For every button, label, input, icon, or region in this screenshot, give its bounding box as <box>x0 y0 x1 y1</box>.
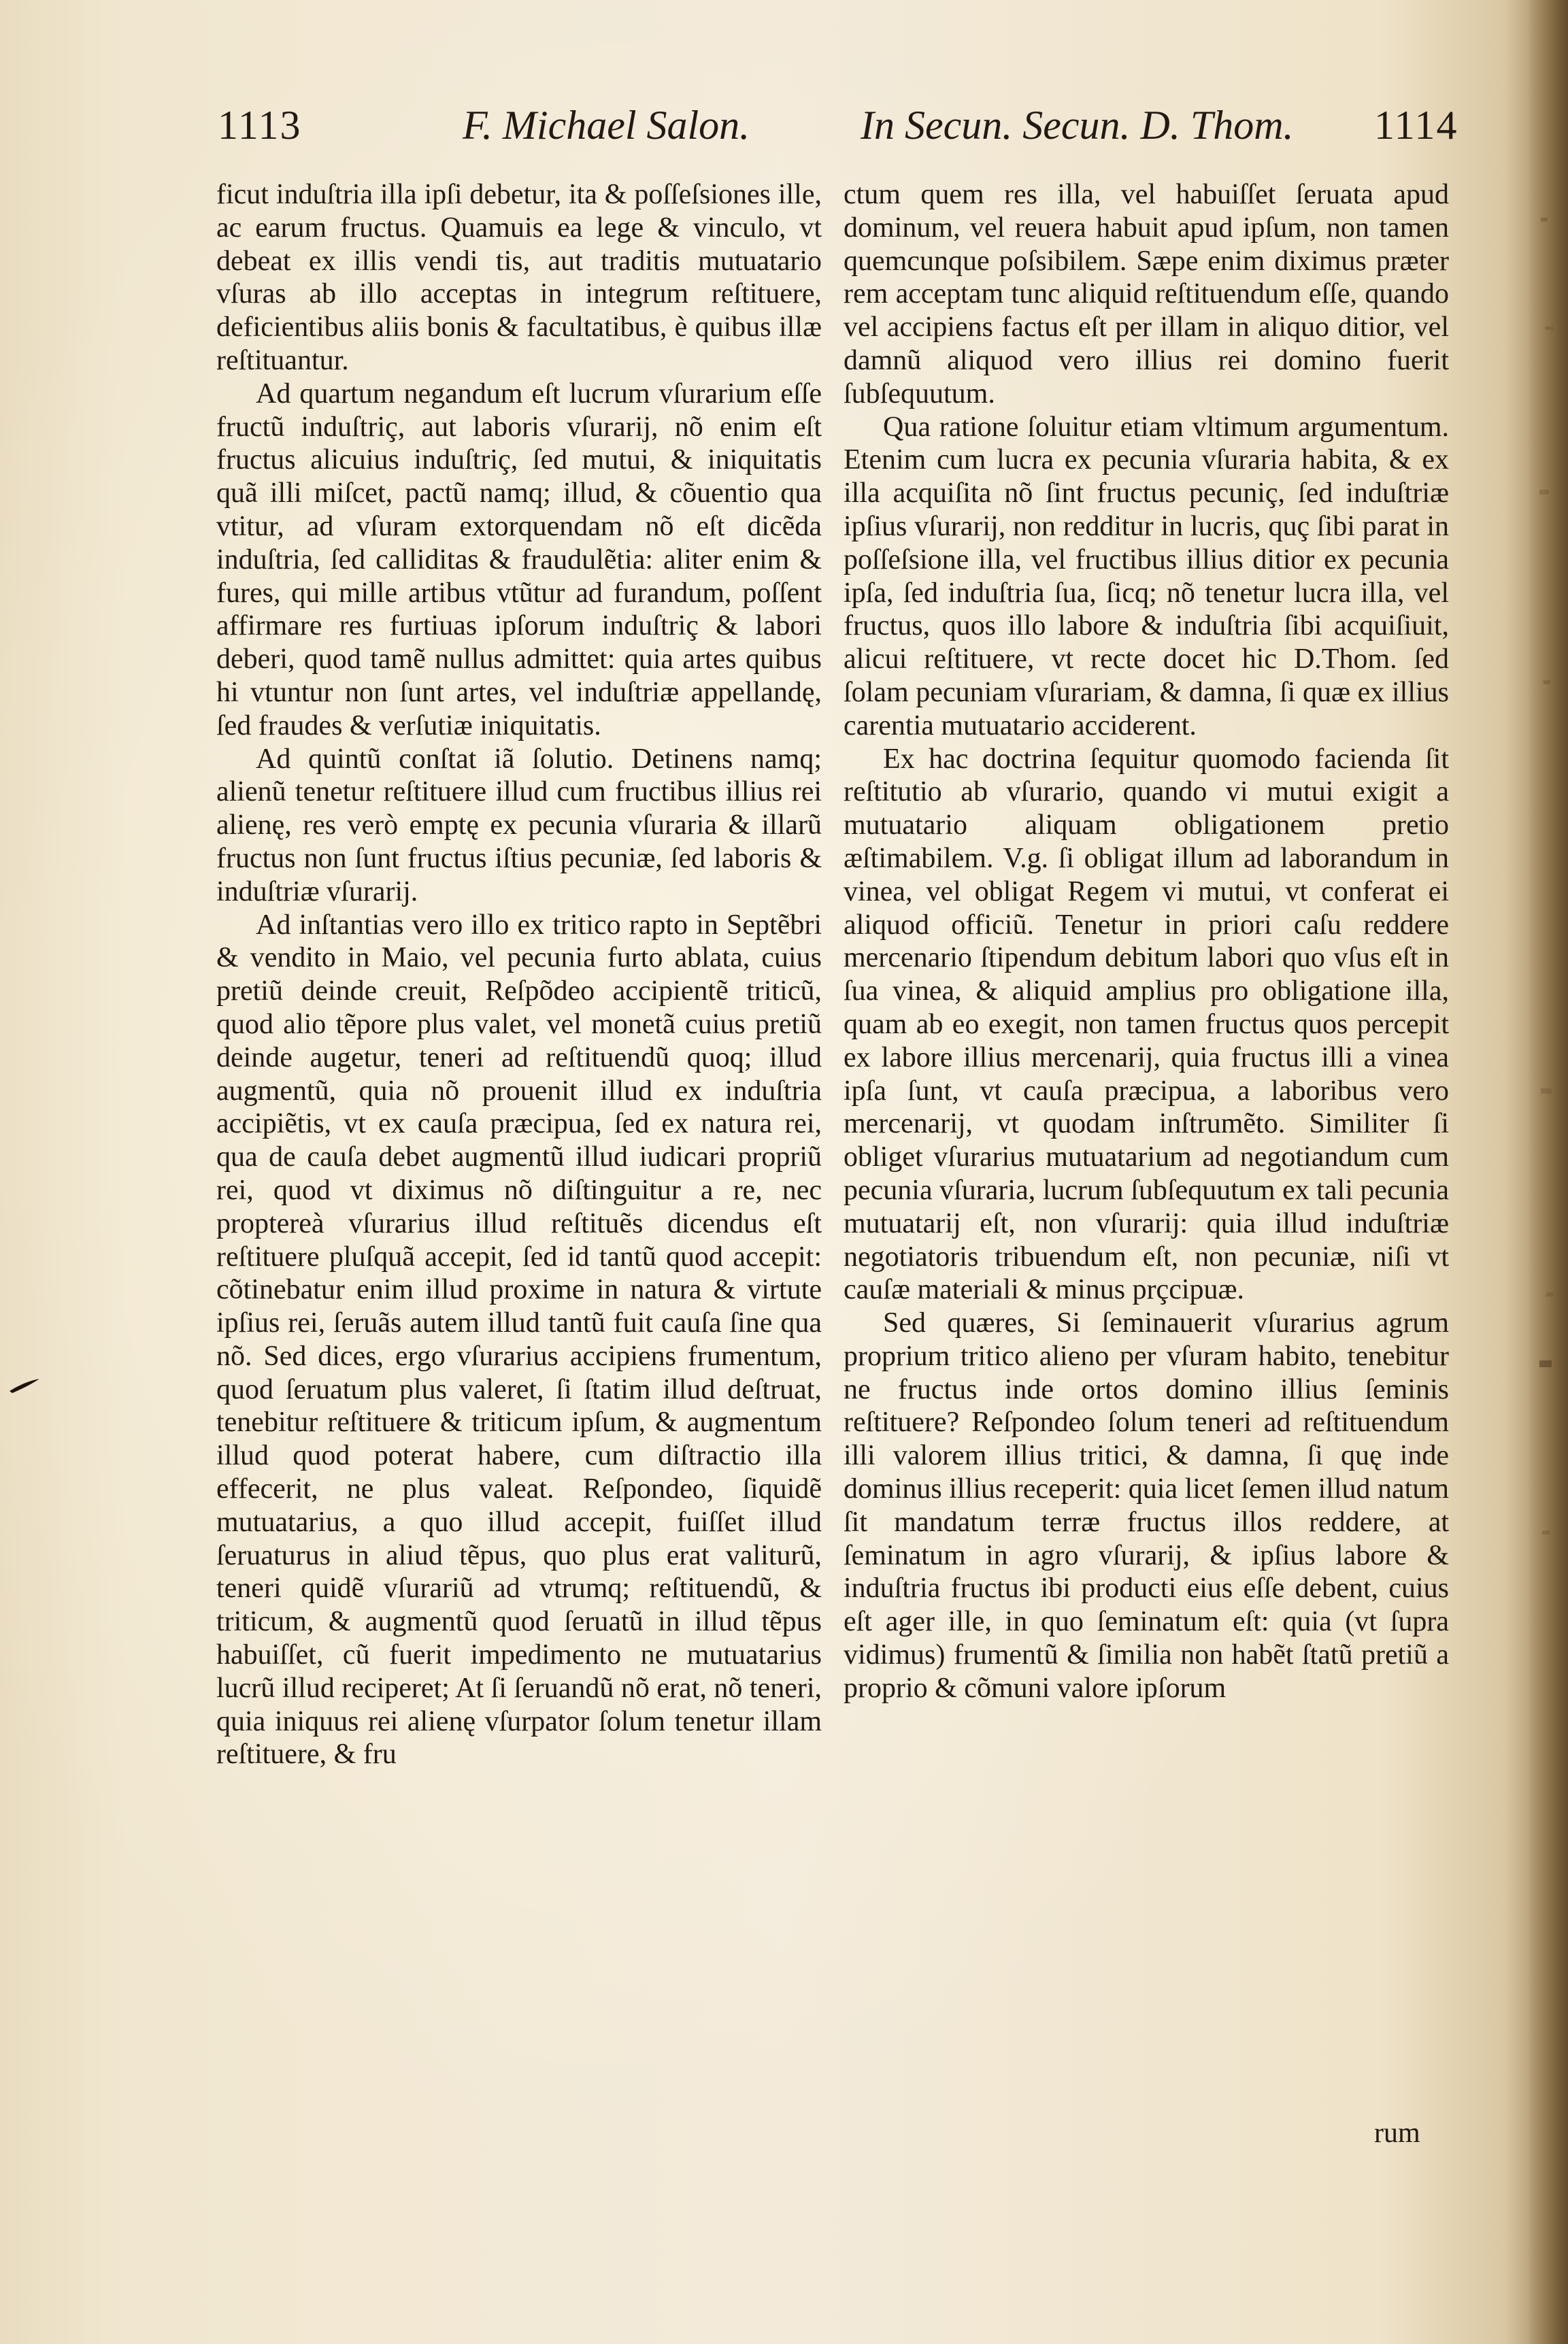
left-running-title: F. Michael Salon. <box>463 103 750 148</box>
right-page-number: 1114 <box>1374 103 1458 148</box>
left-text-column <box>216 178 822 1771</box>
paragraph: Ad inſtantias vero illo ex tritico rapto in Septẽbri & vendito in Maio, vel pecunia furto ablata, cuius pretiũ deinde creuit, Reſpõdeo accipientẽ triticũ, quod alio tẽpore plus valet, vel monetã cuius pretiũ deinde augetur, teneri ad reſtituendũ quoq; illud augmentũ, quia nõ prouenit illud ex induſtria accipiẽtis, vt ex cauſa præcipua, ſed ex natura rei, qua de cauſa debet augmentũ illud iudicari propriũ rei, quod vt diximus nõ diſtinguitur a re, nec proptereà vſurarius illud reſtituẽs dicendus eſt reſtituere pluſquã accepit, ſed id tantũ quod accepit: cõtinebatur enim illud proxime in natura & virtute ipſius rei, ſeruãs autem illud tantũ fuit cauſa ſine qua nõ. Sed dices, ergo vſurarius accipiens frumentum, quod ſeruatum plus valeret, ſi ſtatim illud deſtruat, tenebitur reſtituere & triticum ipſum, & augmentum illud quod poterat habere, cum diſtractio illa effecerit, ne plus valeat. Reſpondeo, ſiquidẽ mutuatarius, a quo illud accepit, fuiſſet illud ſeruaturus in aliud tẽpus, quo plus erat valiturũ, teneri quidẽ vſurariũ ad vtrumq; reſtituendũ, & triticum, & augmentũ quod ſeruatũ in illud tẽpus habuiſſet, cũ fuerit impedimento ne mutuatarius lucrũ illud reciperet; At ſi ſeruandũ nõ erat, nõ teneri, quia iniquus rei alienę vſurpator ſolum tenetur illam reſtituere, & fru <box>216 909 822 1771</box>
paragraph: Sed quæres, Si ſeminauerit vſurarius agrum proprium tritico alieno per vſuram habito, tenebitur ne fructus inde ortos domino illius ſeminis reſtituere? Reſpondeo ſolum teneri ad reſtituendum illi valorem illius tritici, & damna, ſi quę inde dominus illius receperit: quia licet ſemen illud natum ſit mandatum terræ fructus illos reddere, at ſeminatum in agro vſurarij, & ipſius labore & induſtria fructus ibi producti eius eſſe debent, cuius eſt ager ille, in quo ſeminatum eſt: quia (vt ſupra vidimus) frumentũ & ſimilia non habẽt ſtatũ pretiũ a proprio & cõmuni valore ipſorum <box>844 1307 1449 1704</box>
bleed-through-marks <box>1535 204 1563 1701</box>
ink-blot-icon <box>8 1377 41 1394</box>
paragraph: Ex hac doctrina ſequitur quomodo facienda ſit reſtitutio ab vſurario, quando vi mutui exigit a mutuatario aliquam obligationem pretio æſtimabilem. V.g. ſi obligat illum ad laborandum in vinea, vel obligat Regem vi mutui, vt conferat ei aliquod officiũ. Tenetur in priori caſu reddere mercenario ſtipendum debitum labori quo vſus eſt in ſua vinea, & aliquid amplius pro obligatione illa, quam ab eo exegit, non tamen fructus quos percepit ex labore illius mercenarij, quia fructus illi a vinea ipſa ſunt, vt cauſa præcipua, a laboribus vero mercenarij, vt quodam inſtrumẽto. Similiter ſi obliget vſurarius mutuatarium ad negotiandum cum pecunia vſuraria, lucrum ſubſequutum ex tali pecunia mutuatarij eſt, non vſurarij: quia illud induſtriæ negotiatoris tribuendum eſt, non pecuniæ, niſi vt cauſæ materiali & minus prçcipuæ. <box>844 743 1449 1306</box>
paragraph: Qua ratione ſoluitur etiam vltimum argumentum. Etenim cum lucra ex pecunia vſuraria habita, & ex illa acquiſita nõ ſint fructus pecuniç, ſed induſtriæ ipſius vſurarij, non redditur in lucris, quç ſibi parat in poſſeſsione illa, vel fructibus illius ditior ex pecunia ipſa, ſed induſtria ſua, ſicq; nõ tenetur lucra illa, vel fructus, quos illo labore & induſtria ſibi acquiſiuit, alicui reſtituere, vt recte docet hic D.Thom. ſed ſolam pecuniam vſurariam, & damna, ſi quæ ex illius carentia mutuatario acciderent. <box>844 411 1449 741</box>
left-page-number: 1113 <box>218 103 302 148</box>
catchword: rum <box>1374 2117 1420 2149</box>
paragraph: Ad quartum negandum eſt lucrum vſurarium eſſe fructũ induſtriç, aut laboris vſurarij, nõ enim eſt fructus alicuius induſtriç, ſed mutui, & iniquitatis quã illi miſcet, pactũ namq; illud, & cõuentio qua vtitur, ad vſuram extorquendam nõ eſt dicẽda induſtria, ſed calliditas & fraudulẽtia: aliter enim & fures, qui mille artibus vtũtur ad furandum, poſſent affirmare res furtiuas ipſorum induſtriç & labori deberi, quod tamẽ nullus admittet: quia artes quibus hi vtuntur non ſunt artes, vel induſtriæ appellandę, ſed fraudes & verſutiæ iniquitatis. <box>216 378 822 741</box>
running-header <box>0 102 1568 163</box>
right-running-title: In Secun. Secun. D. Thom. <box>861 103 1294 148</box>
paragraph: ficut induſtria illa ipſi debetur, ita & poſſeſsiones ille, ac earum fructus. Quamuis ea lege & vinculo, vt debeat ex illis vendi tis, aut traditis mutuatario vſuras ab illo acceptas in integrum reſtituere, deficientibus aliis bonis & facultatibus, è quibus illæ reſtituantur. <box>216 179 822 376</box>
right-text-column <box>844 178 1449 1705</box>
paragraph: Ad quintũ conſtat iã ſolutio. Detinens namq; alienũ tenetur reſtituere illud cum fructibus illius rei alienę, res verò emptę ex pecunia vſuraria & illarũ fructus non ſunt fructus iſtius pecuniæ, ſed laboris & induſtriæ vſurarij. <box>216 743 822 907</box>
paragraph: ctum quem res illa, vel habuiſſet ſeruata apud dominum, vel reuera habuit apud ipſum, non tamen quemcunque poſsibilem. Sæpe enim diximus præter rem acceptam tunc aliquid reſtituendum eſſe, quando vel accipiens factus eſt per illam in aliquo ditior, vel damnũ aliquod vero illius rei domino fuerit ſubſequutum. <box>844 179 1449 409</box>
